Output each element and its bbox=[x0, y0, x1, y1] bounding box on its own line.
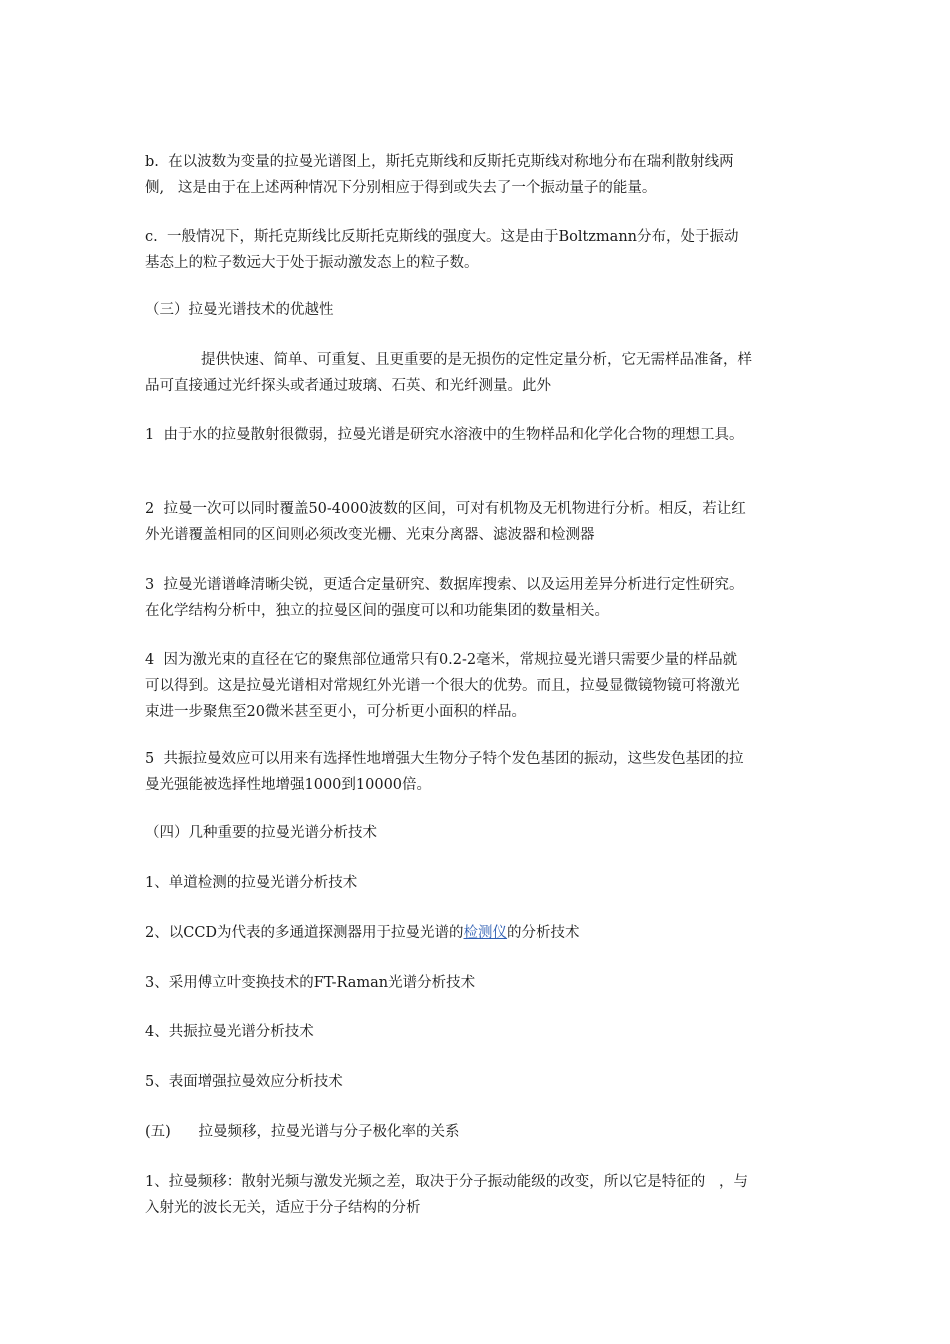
paragraph-b-line1: b. 在以波数为变量的拉曼光谱图上，斯托克斯线和反斯托克斯线对称地分布在瑞利散射线两 bbox=[145, 154, 734, 170]
technique-item-3: 3、采用傅立叶变换技术的FT-Raman光谱分析技术 bbox=[145, 975, 476, 991]
advantage-item-3: 3 拉曼光谱谱峰清晰尖锐，更适合定量研究、数据库搜索、以及运用差异分析进行定性研究。 在化学结构分析中，独立的拉曼区间的强度可以和功能集团的数量相关。 bbox=[145, 577, 744, 619]
section-5-heading: (五) 拉曼频移，拉曼光谱与分子极化率的关系 bbox=[145, 1124, 460, 1140]
technique-item-1: 1、单道检测的拉曼光谱分析技术 bbox=[145, 875, 358, 891]
technique-item-5: 5、表面增强拉曼效应分析技术 bbox=[145, 1074, 343, 1090]
advantage-item-5: 5 共振拉曼效应可以用来有选择性地增强大生物分子特个发色基团的振动，这些发色基团的拉 曼光强能被选择性地增强1000到10000倍。 bbox=[145, 751, 744, 793]
intro-line1: 提供快速、简单、可重复、且更重要的是无损伤的定性定量分析，它无需样品准备，样 bbox=[201, 352, 752, 368]
advantage-item-1: 1 由于水的拉曼散射很微弱，拉曼光谱是研究水溶液中的生物样品和化学化合物的理想工具。 bbox=[145, 427, 744, 443]
advantage-item-2: 2 拉曼一次可以同时覆盖50-4000波数的区间，可对有机物及无机物进行分析。相反，若让红 外光谱覆盖相同的区间则必须改变光栅、光束分离器、滤波器和检测器 bbox=[145, 501, 746, 543]
section-4-heading: （四）几种重要的拉曼光谱分析技术 bbox=[145, 825, 377, 841]
paragraph-b-line2: 侧, 这是由于在上述两种情况下分别相应于得到或失去了一个振动量子的能量。 bbox=[145, 180, 657, 196]
paragraph-c-line2: 基态上的粒子数远大于处于振动激发态上的粒子数。 bbox=[145, 255, 479, 271]
intro-line2: 品可直接通过光纤探头或者通过玻璃、石英、和光纤测量。此外 bbox=[145, 378, 551, 394]
raman-shift-paragraph: 1、拉曼频移：散射光频与激发光频之差，取决于分子振动能级的改变，所以它是特征的 ，与 入射光的波长无关，适应于分子结构的分析 bbox=[145, 1174, 749, 1216]
intro-paragraph bbox=[145, 347, 810, 399]
technique-item-4: 4、共振拉曼光谱分析技术 bbox=[145, 1024, 314, 1040]
paragraph-c-line1: c. 一般情况下，斯托克斯线比反斯托克斯线的强度大。这是由于Boltzmann分布，处于振动 bbox=[145, 229, 739, 245]
section-3-heading: （三）拉曼光谱技术的优越性 bbox=[145, 302, 334, 318]
paragraph-c bbox=[145, 224, 810, 276]
advantage-item-4: 4 因为激光束的直径在它的聚焦部位通常只有0.2-2毫米，常规拉曼光谱只需要少量的样品就 可以得到。这是拉曼光谱相对常规红外光谱一个很大的优势。而且，拉曼显微镜物镜可将激光 束进一步聚焦至20微米甚至更小，可分析更小面积的样品。 bbox=[145, 652, 740, 720]
detector-link[interactable]: 检测仪 bbox=[463, 925, 508, 941]
paragraph-b bbox=[145, 149, 810, 201]
technique-item-2: 2、以CCD为代表的多通道探测器用于拉曼光谱的检测仪的分析技术 bbox=[145, 925, 580, 941]
